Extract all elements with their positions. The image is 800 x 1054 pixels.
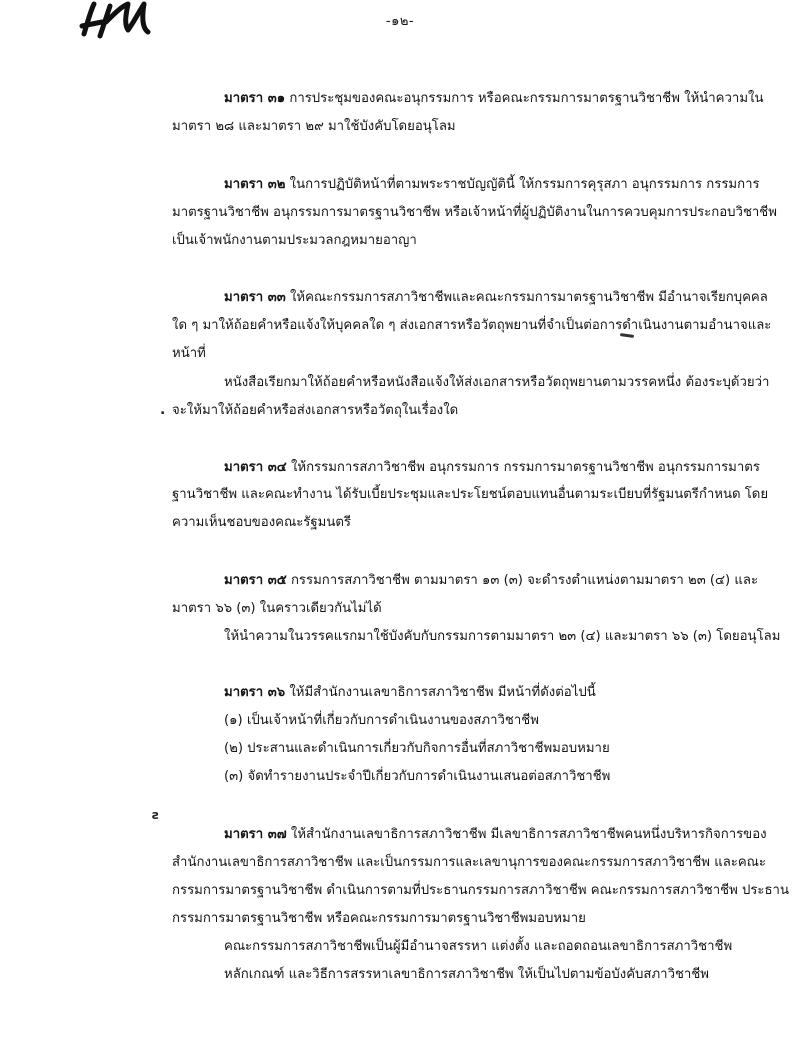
section-32-line-3: เป็นเจ้าพนักงานตามประมวลกฎหมายอาญา <box>172 233 417 248</box>
section-33-line-5: จะให้มาให้ถ้อยคำหรือส่งเอกสารหรือวัตถุในเรื่องใด <box>172 403 459 418</box>
section-31-line-1: มาตรา ๓๑ การประชุมของคณะอนุกรรมการ หรือคณะกรรมการมาตรฐานวิชาชีพ ให้นำความใน <box>224 91 764 106</box>
section-36-line-1: มาตรา ๓๖ ให้มีสำนักงานเลขาธิการสภาวิชาชีพ มีหน้าที่ดังต่อไปนี้ <box>224 685 596 700</box>
pen-stroke-mark <box>620 333 634 338</box>
section-34-line-2: ฐานวิชาชีพ และคณะทำงาน ได้รับเบี้ยประชุมและประโยชน์ตอบแทนอื่นตามระเบียบที่รัฐมนตรีกำหนด โดย <box>172 487 769 502</box>
section-33-line-4: หนังสือเรียกมาให้ถ้อยคำหรือหนังสือแจ้งให้ส่งเอกสารหรือวัตถุพยานตามวรรคหนึ่ง ต้องระบุด้วยว่า <box>224 375 770 390</box>
section-36-item-2: (๒) ประสานและดำเนินการเกี่ยวกับกิจการอื่นที่สภาวิชาชีพมอบหมาย <box>224 741 610 756</box>
page-number: -๑๒- <box>385 14 415 29</box>
section-35-line-3: ให้นำความในวรรคแรกมาใช้บังคับกับกรรมการตามมาตรา ๒๓ (๔) และมาตรา ๖๖ (๓) โดยอนุโลม <box>224 629 781 644</box>
section-37-line-6: หลักเกณฑ์ และวิธีการสรรหาเลขาธิการสภาวิชาชีพ ให้เป็นไปตามข้อบังคับสภาวิชาชีพ <box>224 967 709 982</box>
section-33-line-1: มาตรา ๓๓ ให้คณะกรรมการสภาวิชาชีพและคณะกรรมการมาตรฐานวิชาชีพ มีอำนาจเรียกบุคคล <box>224 290 768 305</box>
section-34-line-1: มาตรา ๓๔ ให้กรรมการสภาวิชาชีพ อนุกรรมการ กรรมการมาตรฐานวิชาชีพ อนุกรรมการมาตร <box>224 460 760 475</box>
section-37-line-5: คณะกรรมการสภาวิชาชีพเป็นผู้มีอำนาจสรรหา แต่งตั้ง และถอดถอนเลขาธิการสภาวิชาชีพ <box>224 939 733 954</box>
section-36-item-3: (๓) จัดทำรายงานประจำปีเกี่ยวกับการดำเนินงานเสนอต่อสภาวิชาชีพ <box>224 769 611 784</box>
section-35-line-2: มาตรา ๖๖ (๓) ในคราวเดียวกันไม่ได้ <box>172 601 382 616</box>
section-33-line-2: ใด ๆ มาให้ถ้อยคำหรือแจ้งให้บุคคลใด ๆ ส่งเอกสารหรือวัตถุพยานที่จำเป็นต่อการดำเนินงานตามอำนาจและ <box>172 318 772 333</box>
section-33-line-3: หน้าที่ <box>172 346 206 361</box>
section-35-line-1: มาตรา ๓๕ กรรมการสภาวิชาชีพ ตามมาตรา ๑๓ (๓) จะดำรงตำแหน่งตามมาตรา ๒๓ (๔) และ <box>224 573 759 588</box>
section-32-line-1: มาตรา ๓๒ ในการปฏิบัติหน้าที่ตามพระราชบัญญัตินี้ ให้กรรมการคุรุสภา อนุกรรมการ กรรมการ <box>224 177 760 192</box>
margin-dot-mark: . <box>160 402 166 418</box>
margin-mark: ƨ <box>152 808 160 822</box>
section-32-line-2: มาตรฐานวิชาชีพ อนุกรรมการมาตรฐานวิชาชีพ หรือเจ้าหน้าที่ผู้ปฏิบัติงานในการควบคุมการประกอบวิชาชีพ <box>172 205 777 220</box>
section-31-line-2: มาตรา ๒๘ และมาตรา ๒๙ มาใช้บังคับโดยอนุโลม <box>172 119 456 134</box>
section-37-line-4: กรรมการมาตรฐานวิชาชีพ หรือคณะกรรมการมาตรฐานวิชาชีพมอบหมาย <box>172 911 586 926</box>
section-34-line-3: ความเห็นชอบของคณะรัฐมนตรี <box>172 515 352 530</box>
section-36-item-1: (๑) เป็นเจ้าหน้าที่เกี่ยวกับการดำเนินงานของสภาวิชาชีพ <box>224 713 539 728</box>
section-37-line-3: กรรมการมาตรฐานวิชาชีพ ดำเนินการตามที่ประธานกรรมการสภาวิชาชีพ คณะกรรมการสภาวิชาชีพ ประธาน <box>172 883 789 898</box>
section-37-line-1: มาตรา ๓๗ ให้สำนักงานเลขาธิการสภาวิชาชีพ มีเลขาธิการสภาวิชาชีพคนหนึ่งบริหารกิจการของ <box>224 827 767 842</box>
section-37-line-2: สำนักงานเลขาธิการสภาวิชาชีพ และเป็นกรรมการและเลขานุการของคณะกรรมการสภาวิชาชีพ และคณะ <box>172 855 766 870</box>
